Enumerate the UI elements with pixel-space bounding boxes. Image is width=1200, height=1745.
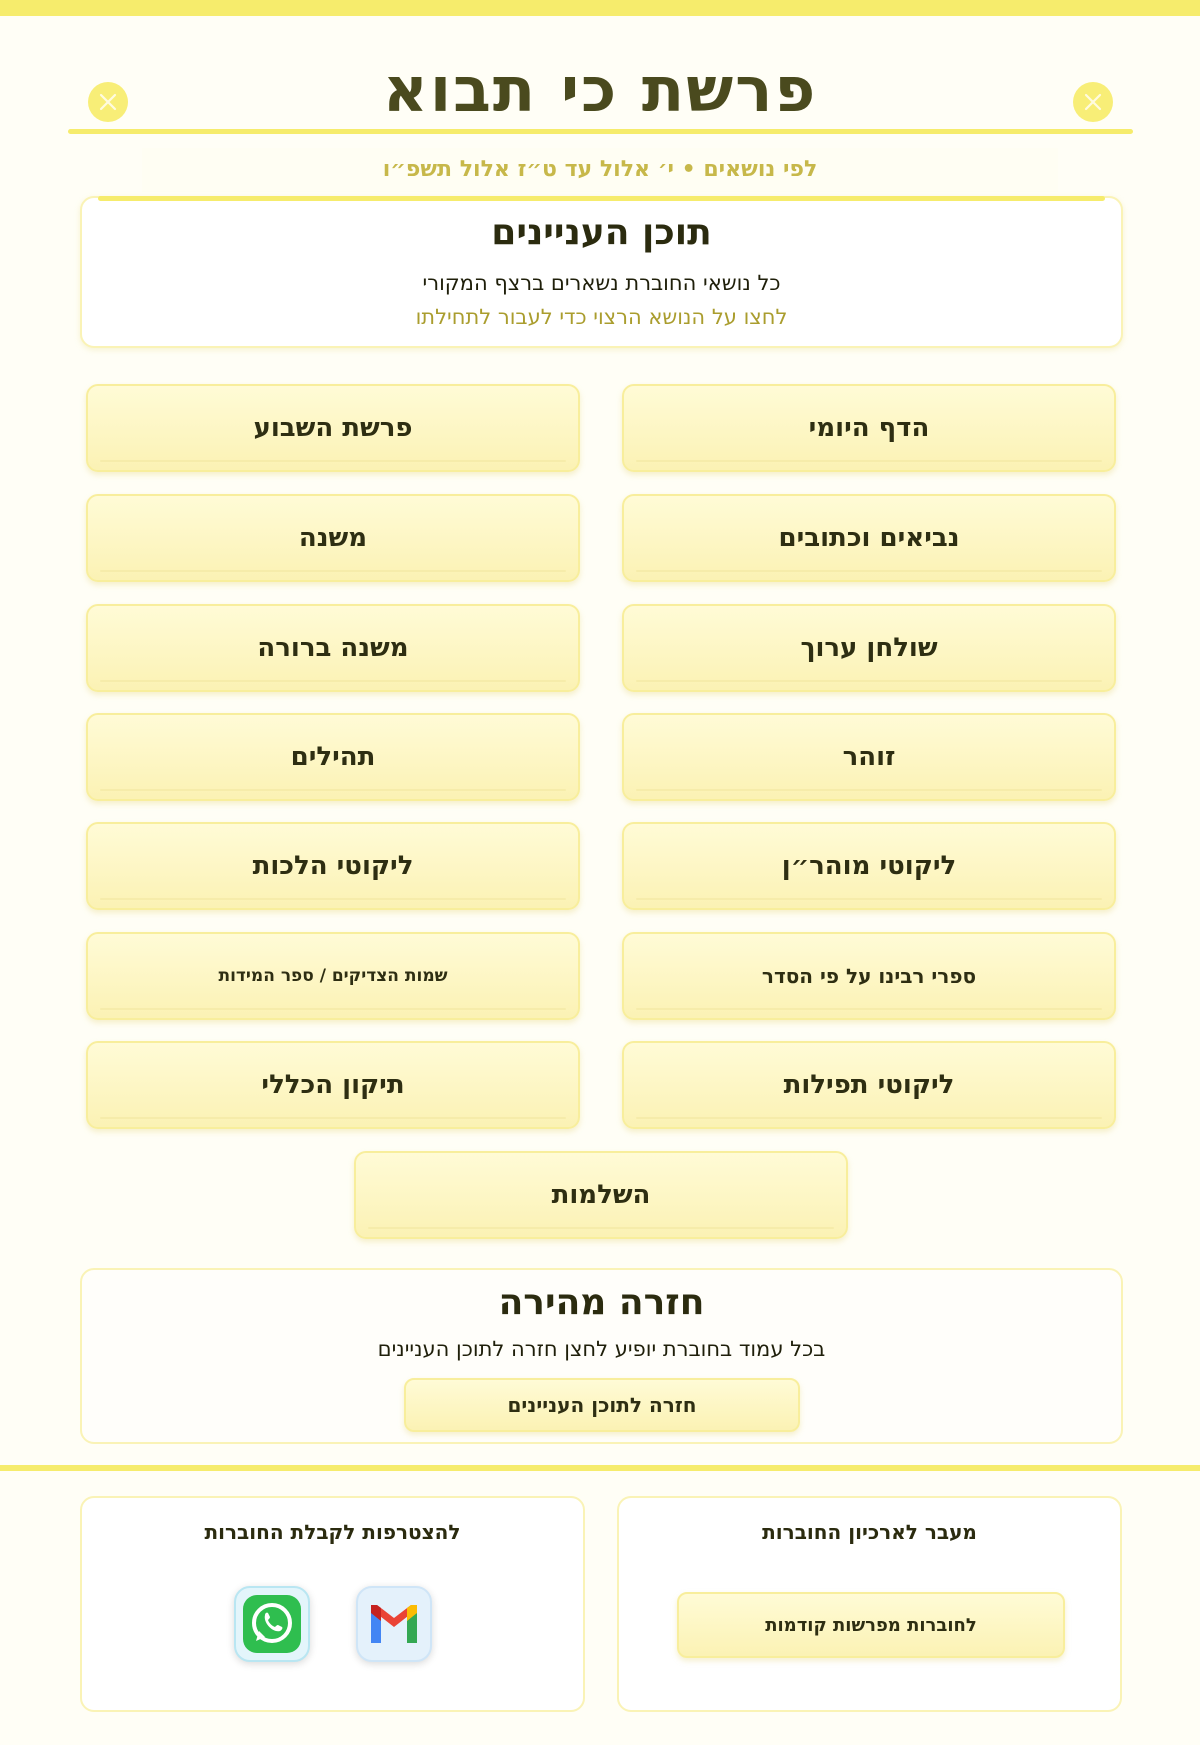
page-title: פרשת כי תבוא	[382, 53, 818, 126]
topic-button-mishna[interactable]: משנה	[86, 494, 580, 582]
header-divider	[68, 129, 1133, 134]
topic-button-likutei-halachot[interactable]: ליקוטי הלכות	[86, 822, 580, 910]
archive-card	[617, 1496, 1122, 1712]
archive-title: מעבר לארכיון החוברות	[762, 1520, 977, 1544]
topic-button-neviim-uketuvim[interactable]: נביאים וכתובים	[622, 494, 1116, 582]
toc-title: תוכן העניינים	[491, 212, 712, 253]
topic-button-likutei-moharan[interactable]: ליקוטי מוהר״ן	[622, 822, 1116, 910]
close-ornament-icon	[1073, 82, 1113, 122]
topic-button-zohar[interactable]: זוהר	[622, 713, 1116, 801]
page-header	[0, 16, 1200, 140]
topic-button-tehilim[interactable]: תהילים	[86, 713, 580, 801]
join-title: להצטרפות לקבלת החוברות	[204, 1520, 461, 1544]
quick-return-title: חזרה מהירה	[498, 1282, 705, 1323]
toc-description: כל נושאי החוברת נשארים ברצף המקורי	[422, 271, 781, 295]
topic-button-shemot-hatzadikim[interactable]: שמות הצדיקים / ספר המידות	[86, 932, 580, 1020]
previous-booklets-button[interactable]: לחוברות מפרשות קודמות	[677, 1592, 1065, 1658]
back-to-toc-button[interactable]: חזרה לתוכן העניינים	[404, 1378, 800, 1432]
footer-divider	[0, 1465, 1200, 1471]
topic-button-shulchan-aruch[interactable]: שולחן ערוך	[622, 604, 1116, 692]
join-card	[80, 1496, 585, 1712]
gmail-icon[interactable]	[356, 1586, 432, 1662]
topic-button-hashlamot[interactable]: השלמות	[354, 1151, 848, 1239]
topic-button-daf-yomi[interactable]: הדף היומי	[622, 384, 1116, 472]
whatsapp-icon[interactable]	[234, 1586, 310, 1662]
quick-return-card	[80, 1268, 1123, 1444]
topic-button-tikun-haklali[interactable]: תיקון הכללי	[86, 1041, 580, 1129]
page-subtitle: לפי נושאים • י׳ אלול עד ט״ז אלול תשפ״ו	[142, 148, 1058, 192]
topic-button-mishna-berura[interactable]: משנה ברורה	[86, 604, 580, 692]
topic-button-parashat-hashavua[interactable]: פרשת השבוע	[86, 384, 580, 472]
top-accent-strip	[0, 0, 1200, 16]
toc-hint: לחצו על הנושא הרצוי כדי לעבור לתחילתו	[415, 305, 788, 329]
quick-return-description: בכל עמוד בחוברת יופיע לחצן חזרה לתוכן העניינים	[377, 1337, 826, 1361]
toc-card	[80, 196, 1123, 348]
toc-accent-bar	[98, 196, 1105, 201]
topic-button-sifrei-rabeinu[interactable]: ספרי רבינו על פי הסדר	[622, 932, 1116, 1020]
topic-button-likutei-tefilot[interactable]: ליקוטי תפילות	[622, 1041, 1116, 1129]
